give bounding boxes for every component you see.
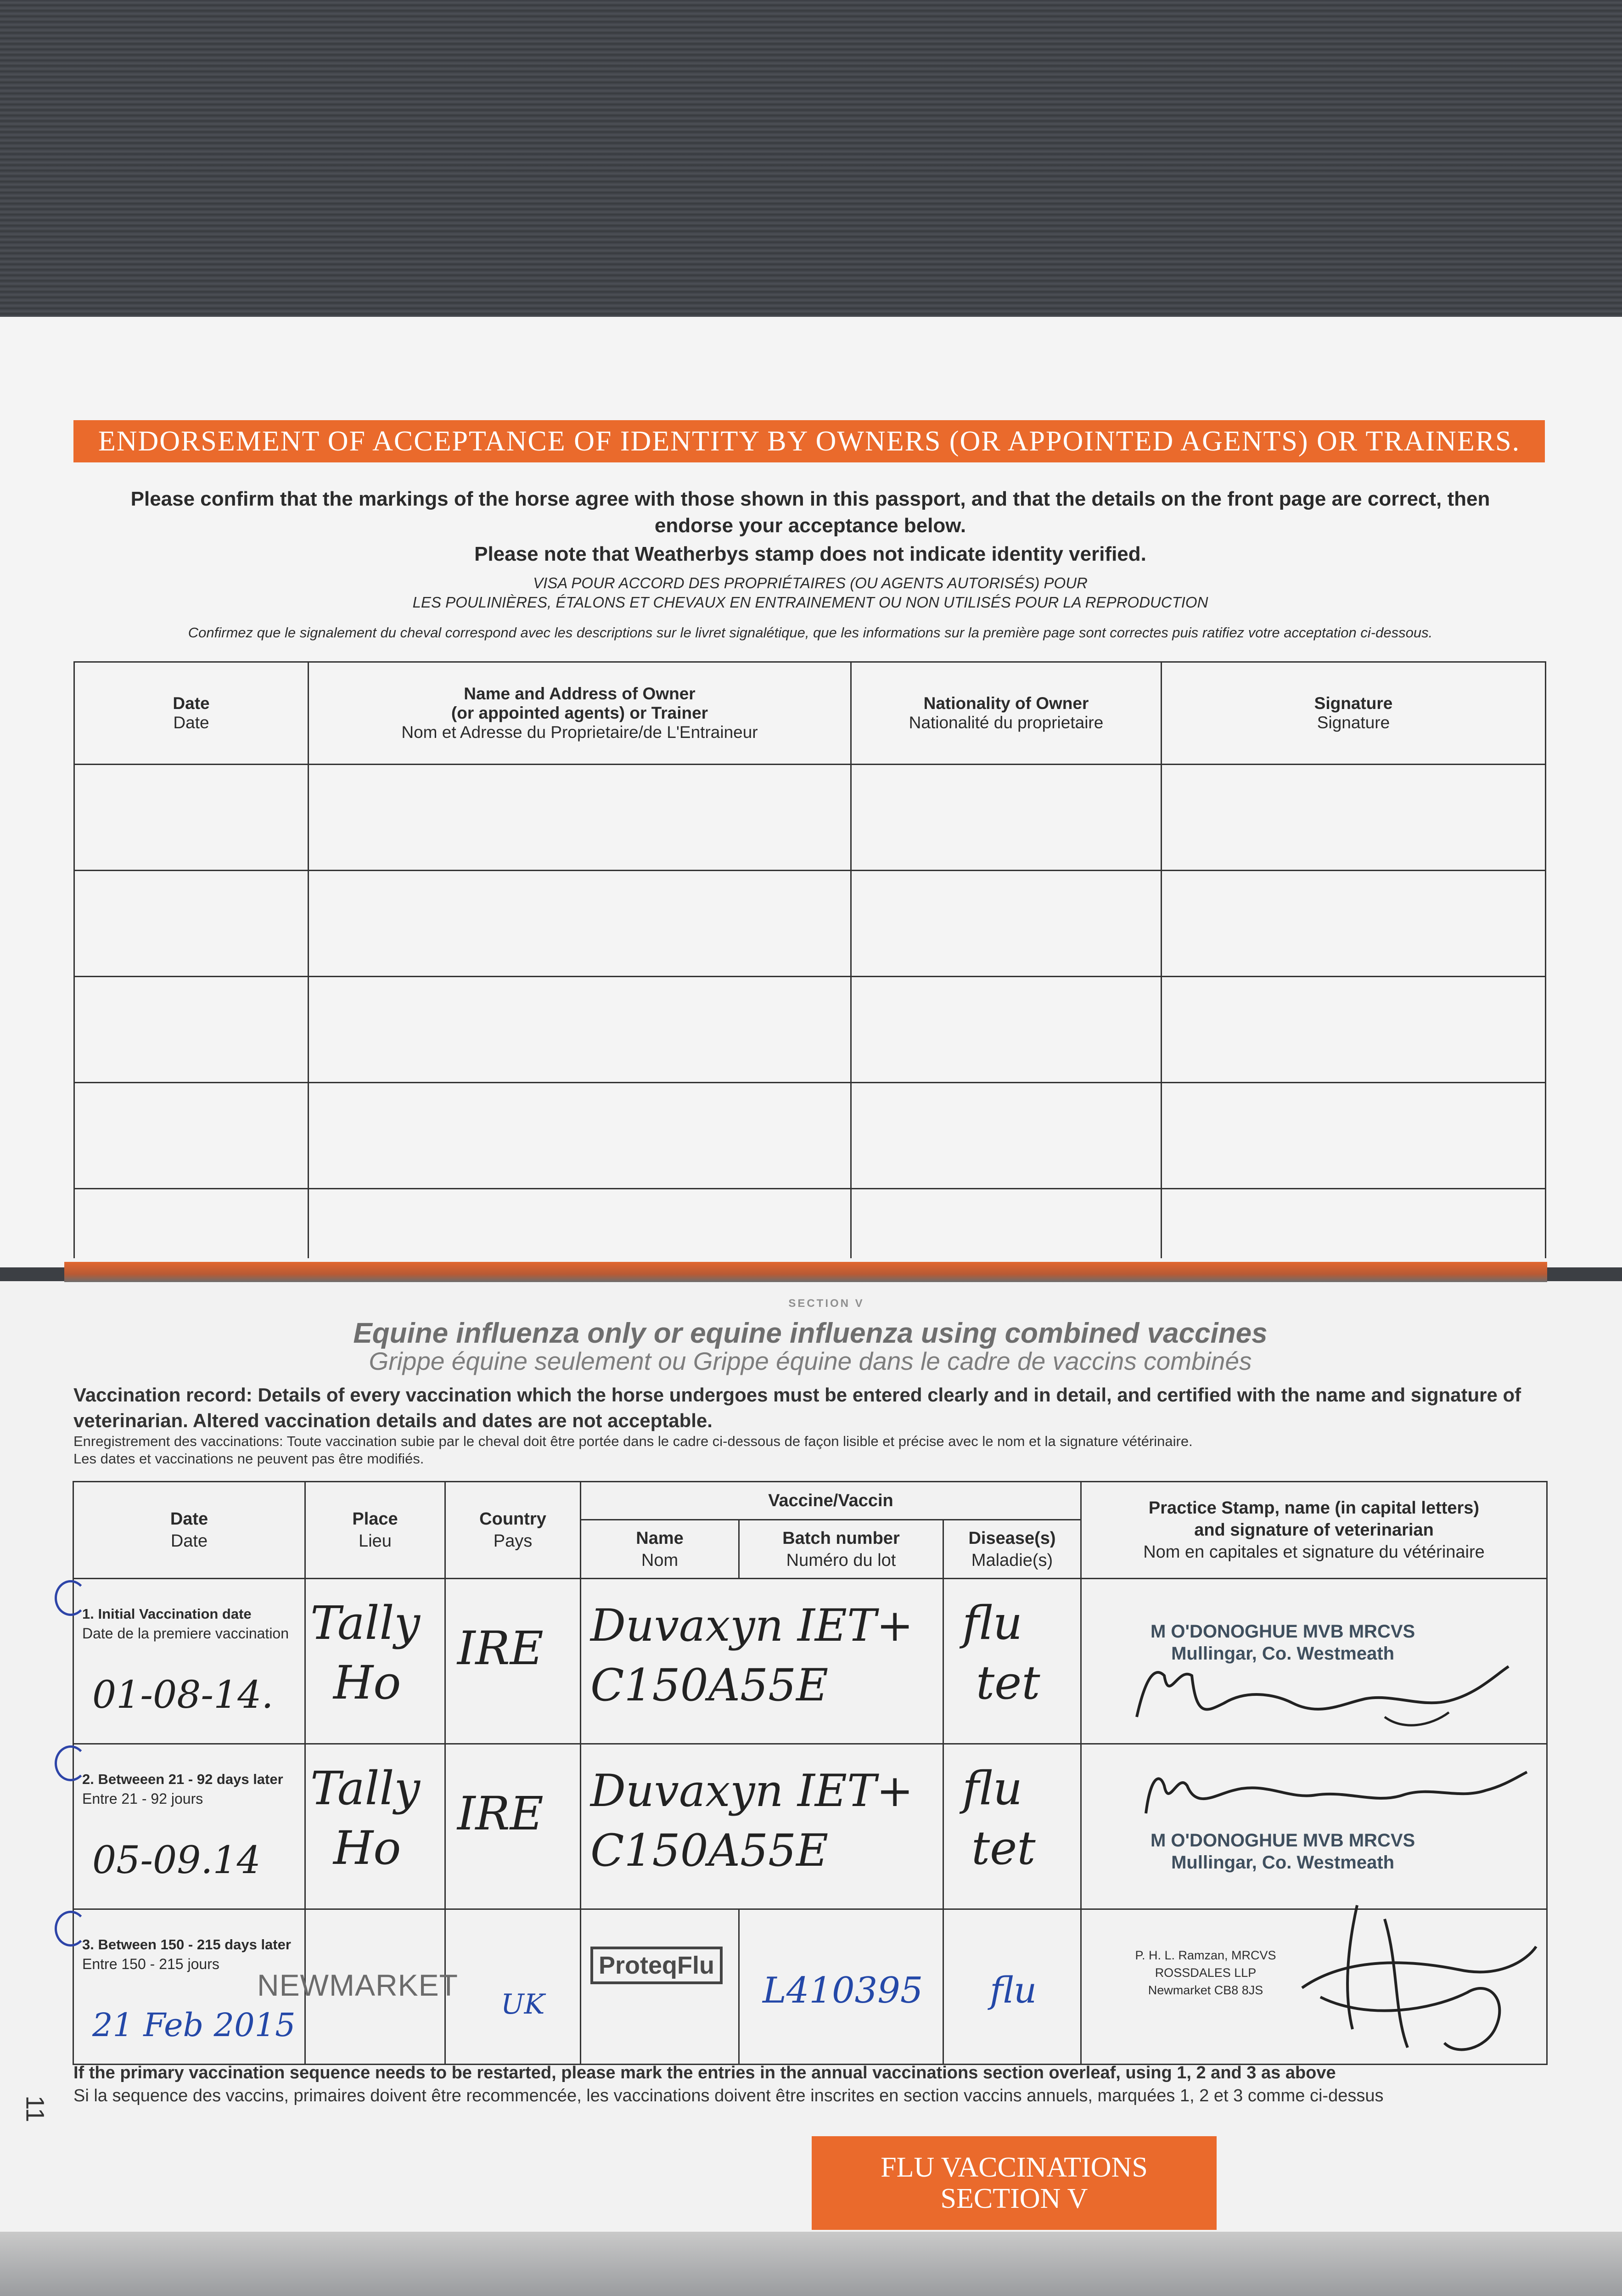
col-vaccine-group: Vaccine/Vaccin: [581, 1482, 1081, 1520]
handwritten-disease-1: flu: [962, 1761, 1023, 1815]
newmarket-stamp: NEWMARKET: [257, 1968, 458, 2002]
practice-stamp-cell[interactable]: [1081, 1579, 1547, 1744]
empty-cell[interactable]: [74, 1083, 309, 1189]
handwritten-place-1: Tally: [310, 1761, 421, 1815]
empty-cell[interactable]: [74, 871, 309, 977]
col-signature: Signature Signature: [1162, 662, 1546, 765]
date-cell[interactable]: [73, 1744, 305, 1909]
empty-cell[interactable]: [74, 765, 309, 871]
vet-stamp: P. H. L. Ramzan, MRCVS ROSSDALES LLP Newmarket CB8 8JS: [1135, 1948, 1276, 1997]
table-row: [74, 1083, 1546, 1189]
empty-cell[interactable]: [1162, 765, 1546, 871]
handwritten-batch: C150A55E: [590, 1660, 829, 1711]
empty-cell[interactable]: [851, 765, 1162, 871]
handwritten-disease-2: tet: [971, 1821, 1036, 1875]
handwritten-vaccine-name: Duvaxyn IET+: [590, 1600, 914, 1651]
instruction-line-1: Please confirm that the markings of the horse agree with those shown in this passport, and that the details on the front page are correct, then: [130, 488, 1490, 510]
handwritten-disease: flu: [990, 1970, 1037, 2011]
disease-cell[interactable]: [943, 1744, 1081, 1909]
col-practice-stamp: Practice Stamp, name (in capital letters) and signature of veterinarian Nom en capitales et signature du vétérinaire: [1081, 1482, 1547, 1579]
badge-line-1: FLU VACCINATIONS: [881, 2152, 1148, 2183]
endorsement-header-row: [74, 662, 1546, 765]
country-cell[interactable]: [445, 1909, 581, 2065]
proteqflu-stamp: ProteqFlu: [590, 1947, 723, 1984]
vaccination-header-row: [73, 1482, 1547, 1520]
country-cell[interactable]: [445, 1744, 581, 1909]
visa-line-2: LES POULINIÈRES, ÉTALONS ET CHEVAUX EN ENTRAINEMENT OU NON UTILISÉS POUR LA REPRODUCTION: [412, 594, 1208, 611]
vaccine-name-batch-cell[interactable]: [581, 1744, 943, 1909]
handwritten-place-2: Ho: [333, 1656, 401, 1710]
badge-line-2: SECTION V: [940, 2183, 1088, 2214]
empty-cell[interactable]: [309, 1083, 851, 1189]
empty-cell[interactable]: [1162, 1189, 1546, 1259]
empty-cell[interactable]: [309, 765, 851, 871]
instruction-line-2: endorse your acceptance below.: [654, 514, 966, 537]
table-row: [74, 1189, 1546, 1259]
handwritten-place-2: Ho: [333, 1821, 401, 1875]
handwritten-date: 21 Feb 2015: [92, 2006, 296, 2044]
record-french-line-2: Les dates et vaccinations ne peuvent pas être modifiés.: [73, 1451, 424, 1467]
empty-cell[interactable]: [851, 977, 1162, 1083]
table-row: [73, 1579, 1547, 1744]
date-cell[interactable]: [73, 1579, 305, 1744]
empty-cell[interactable]: [851, 1189, 1162, 1259]
disease-cell[interactable]: [943, 1909, 1081, 2065]
handwritten-batch: L410395: [763, 1970, 923, 2011]
restart-note-french: Si la sequence des vaccins, primaires doivent être recommencée, les vaccinations doivent être inscrites en section vaccins annuels, marquées 1, 2 et 3 comme ci-dessus: [73, 2086, 1384, 2105]
visa-line-1: VISA POUR ACCORD DES PROPRIÉTAIRES (OU AGENTS AUTORISÉS) POUR: [533, 574, 1088, 591]
vet-signature-icon: [1293, 1891, 1550, 2061]
empty-cell[interactable]: [851, 1083, 1162, 1189]
handwritten-disease-1: flu: [962, 1596, 1023, 1650]
col-nationality: Nationality of Owner Nationalité du proprietaire: [851, 662, 1162, 765]
col-batch-number: Batch number Numéro du lot: [739, 1520, 943, 1579]
row-label: 3. Between 150 - 215 days later Entre 150 - 215 jours: [82, 1936, 291, 1972]
col-date: Date Date: [74, 662, 309, 765]
table-row: [74, 765, 1546, 871]
col-disease: Disease(s) Maladie(s): [943, 1520, 1081, 1579]
empty-cell[interactable]: [851, 871, 1162, 977]
vaccination-record-text: Vaccination record: Details of every vaccination which the horse undergoes must be entered clearly and in detail, and certified with the name and signature of veterinarian. Altered vaccination details and dates are not acceptable.: [73, 1384, 1521, 1431]
empty-cell[interactable]: [1162, 871, 1546, 977]
record-french-line-1: Enregistrement des vaccinations: Toute vaccination subie par le cheval doit être portée dans le cadre ci-dessous de façon lisible et précise avec le nom et la signature vétérinaire.: [73, 1433, 1193, 1449]
country-cell[interactable]: [445, 1579, 581, 1744]
table-row: [73, 1744, 1547, 1909]
weatherbys-note: Please note that Weatherbys stamp does not indicate identity verified.: [474, 543, 1146, 565]
section-label: SECTION V: [788, 1297, 864, 1310]
col-country: Country Pays: [445, 1482, 581, 1579]
handwritten-place-1: Tally: [310, 1596, 421, 1650]
place-cell[interactable]: [305, 1744, 445, 1909]
empty-cell[interactable]: [74, 1189, 309, 1259]
empty-cell[interactable]: [309, 871, 851, 977]
vet-signature-icon: [1137, 1758, 1532, 1827]
handwritten-disease-2: tet: [976, 1656, 1040, 1710]
section-subtitle: Grippe équine seulement ou Grippe équine dans le cadre de vaccins combinés: [369, 1347, 1252, 1375]
empty-cell[interactable]: [309, 1189, 851, 1259]
vaccination-record-french: [73, 1433, 1545, 1468]
row-label: 1. Initial Vaccination date Date de la premiere vaccination: [82, 1606, 289, 1642]
empty-cell[interactable]: [1162, 977, 1546, 1083]
col-date: Date Date: [73, 1482, 305, 1579]
handwritten-date: 01-08-14.: [92, 1673, 274, 1717]
page-fold: [64, 1262, 1547, 1282]
endorsement-banner: ENDORSEMENT OF ACCEPTANCE OF IDENTITY BY OWNERS (OR APPOINTED AGENTS) OR TRAINERS.: [73, 420, 1545, 462]
vet-stamp: M O'DONOGHUE MVB MRCVS Mullingar, Co. Westmeath: [1151, 1830, 1415, 1873]
vaccine-name-cell[interactable]: [581, 1909, 739, 2065]
handwritten-country: UK: [501, 1988, 545, 2020]
scanner-background-bottom: [0, 2232, 1622, 2296]
batch-cell[interactable]: [739, 1909, 943, 2065]
vet-stamp: M O'DONOGHUE MVB MRCVS Mullingar, Co. Westmeath: [1151, 1621, 1415, 1664]
handwritten-vaccine-name: Duvaxyn IET+: [590, 1765, 914, 1817]
practice-stamp-cell[interactable]: [1081, 1909, 1547, 2065]
endorsement-table: [73, 661, 1546, 1258]
section-title: Equine influenza only or equine influenza using combined vaccines: [353, 1317, 1268, 1349]
practice-stamp-cell[interactable]: [1081, 1744, 1547, 1909]
vet-signature-icon: [1128, 1648, 1532, 1735]
confirm-french: Confirmez que le signalement du cheval correspond avec les descriptions sur le livret signalétique, que les informations sur la première page sont correctes puis ratifiez votre acceptation ci-dessous.: [188, 625, 1433, 641]
table-row: [74, 977, 1546, 1083]
handwritten-batch: C150A55E: [590, 1825, 829, 1876]
col-vaccine-name: Name Nom: [581, 1520, 739, 1579]
col-place: Place Lieu: [305, 1482, 445, 1579]
empty-cell[interactable]: [74, 977, 309, 1083]
restart-note: If the primary vaccination sequence needs to be restarted, please mark the entries in the annual vaccinations section overleaf, using 1, 2 and 3 as above: [73, 2063, 1336, 2082]
handwritten-country: IRE: [457, 1621, 544, 1675]
table-row: [74, 871, 1546, 977]
section-badge: [812, 2136, 1217, 2230]
vaccine-name-batch-cell[interactable]: [581, 1579, 943, 1744]
row-label: 2. Betweeen 21 - 92 days later Entre 21 - 92 jours: [82, 1771, 283, 1807]
handwritten-date: 05-09.14: [92, 1839, 261, 1882]
empty-cell[interactable]: [1162, 1083, 1546, 1189]
col-owner-name-address: Name and Address of Owner (or appointed agents) or Trainer Nom et Adresse du Proprietaire/de L'Entraineur: [309, 662, 851, 765]
disease-cell[interactable]: [943, 1579, 1081, 1744]
empty-cell[interactable]: [309, 977, 851, 1083]
page-number: 11: [21, 2095, 50, 2122]
handwritten-country: IRE: [457, 1787, 544, 1840]
scanner-background-top: [0, 0, 1622, 321]
place-cell[interactable]: [305, 1579, 445, 1744]
